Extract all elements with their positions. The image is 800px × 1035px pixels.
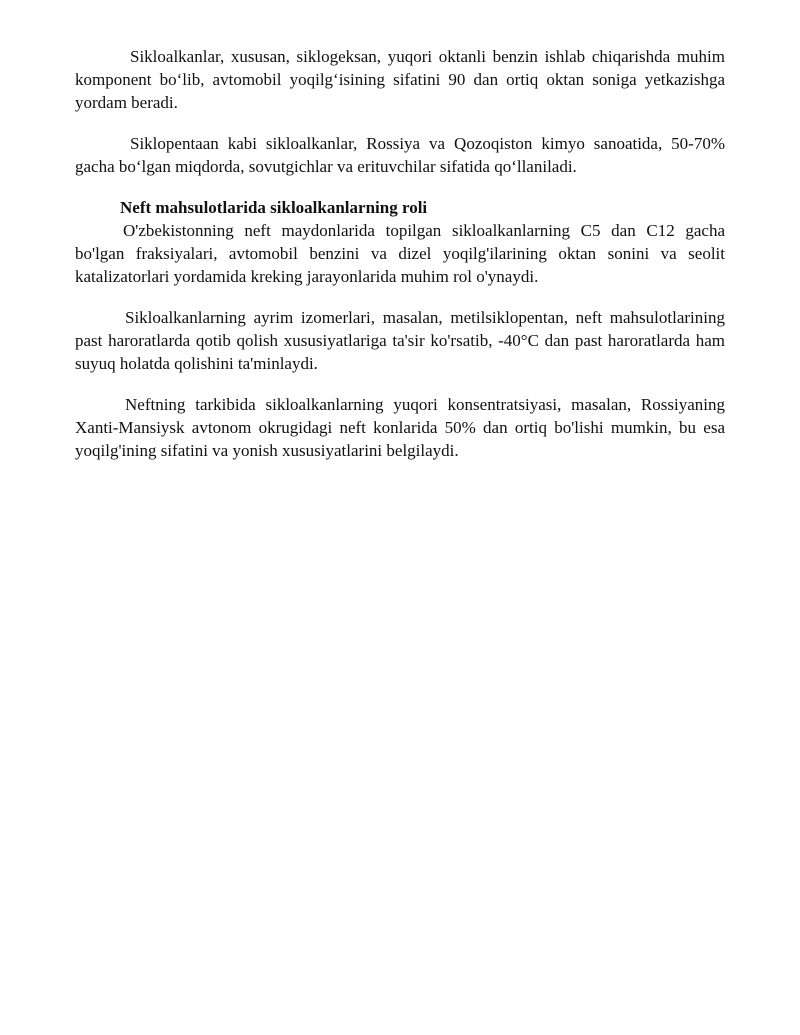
- paragraph-isomers: Sikloalkanlarning ayrim izomerlari, masalan, metilsiklopentan, neft mahsulotlarining past haroratlarda qotib qolish xususiyatlariga ta'sir ko'rsatib, -40°C dan past haroratlarda ham suyuq holatda qolishini ta'minlaydi.: [75, 308, 725, 373]
- section-heading: Neft mahsulotlarida sikloalkanlarning roli: [120, 198, 428, 217]
- document-body: [75, 45, 725, 480]
- paragraph-cyclohexane: Sikloalkanlar, xususan, siklogeksan, yuqori oktanli benzin ishlab chiqarishda muhim komponent bo‘lib, avtomobil yoqilg‘isining sifatini 90 dan ortiq oktan soniga yetkazishga yordam beradi.: [75, 47, 725, 112]
- paragraph-cyclopentane: Siklopentaan kabi sikloalkanlar, Rossiya va Qozoqiston kimyo sanoatida, 50-70% gacha bo‘lgan miqdorda, sovutgichlar va erituvchilar sifatida qo‘llaniladi.: [75, 134, 725, 176]
- paragraph-concentration: Neftning tarkibida sikloalkanlarning yuqori konsentratsiyasi, masalan, Rossiyaning Xanti-Mansiysk avtonom okrugidagi neft konlarida 50% dan ortiq bo'lishi mumkin, bu esa yoqilg'ining sifatini va yonish xususiyatlarini belgilaydi.: [75, 395, 725, 460]
- paragraph-uzbekistan-fractions: O'zbekistonning neft maydonlarida topilgan sikloalkanlarning C5 dan C12 gacha bo'lgan fraksiyalari, avtomobil benzini va dizel yoqilg'ilarining oktan sonini va seolit katalizatorlari yordamida kreking jarayonlarida muhim rol o'ynaydi.: [75, 221, 725, 286]
